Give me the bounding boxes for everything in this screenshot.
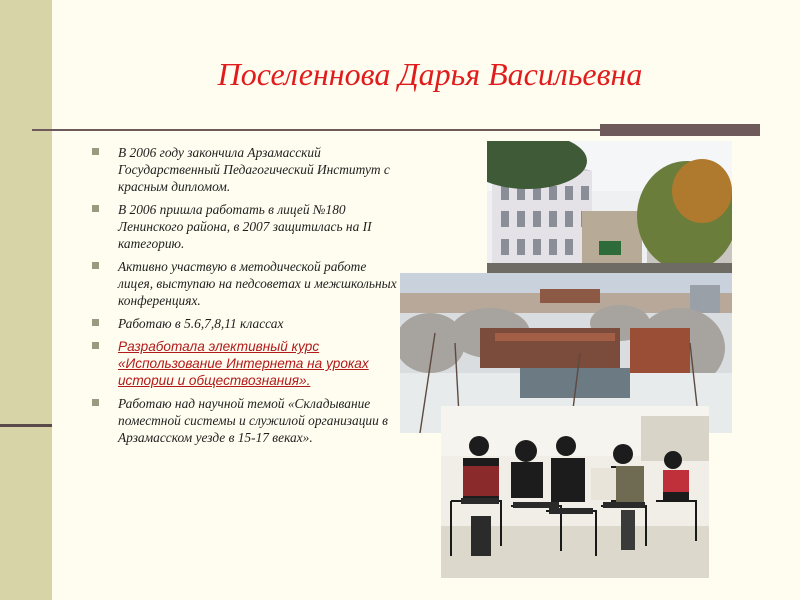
list-item [92, 338, 402, 389]
bullet-text: Работаю над научной темой «Складывание поместной системы и служилой организации в Арзамасском уезде в 15-17 веках». [118, 396, 388, 445]
slide-title: Поселеннова Дарья Васильевна [217, 56, 643, 92]
left-accent-band [0, 0, 52, 600]
list-item [92, 395, 402, 446]
bullet-text: Активно участвую в методической работе лицея, выступаю на педсоветах и межшкольных конференциях. [118, 259, 397, 308]
list-item [92, 315, 402, 332]
bullet-text: В 2006 году закончила Арзамасский Государственный Педагогический Институт с красным дипломом. [118, 145, 390, 194]
bullet-marker [92, 205, 99, 212]
bullet-marker [92, 262, 99, 269]
bullet-text: В 2006 пришла работать в лицей №180 Ленинского района, в 2007 защитилась на II категорию. [118, 202, 372, 251]
bullet-marker [92, 319, 99, 326]
bullet-marker [92, 148, 99, 155]
bullet-text: Работаю в 5.6,7,8,11 классах [118, 316, 284, 331]
bullet-marker [92, 342, 99, 349]
left-band-divider [0, 424, 52, 427]
list-item [92, 258, 402, 309]
list-item [92, 201, 402, 252]
classroom-seminar-photo [441, 406, 709, 578]
bullet-list [92, 144, 402, 452]
elective-course-link[interactable]: Разработала элективный курс «Использование Интернета на уроках истории и обществознания». [118, 339, 369, 388]
school-building-photo [487, 141, 732, 276]
title-divider-accent [600, 124, 760, 136]
list-item [92, 144, 402, 195]
bullet-marker [92, 399, 99, 406]
